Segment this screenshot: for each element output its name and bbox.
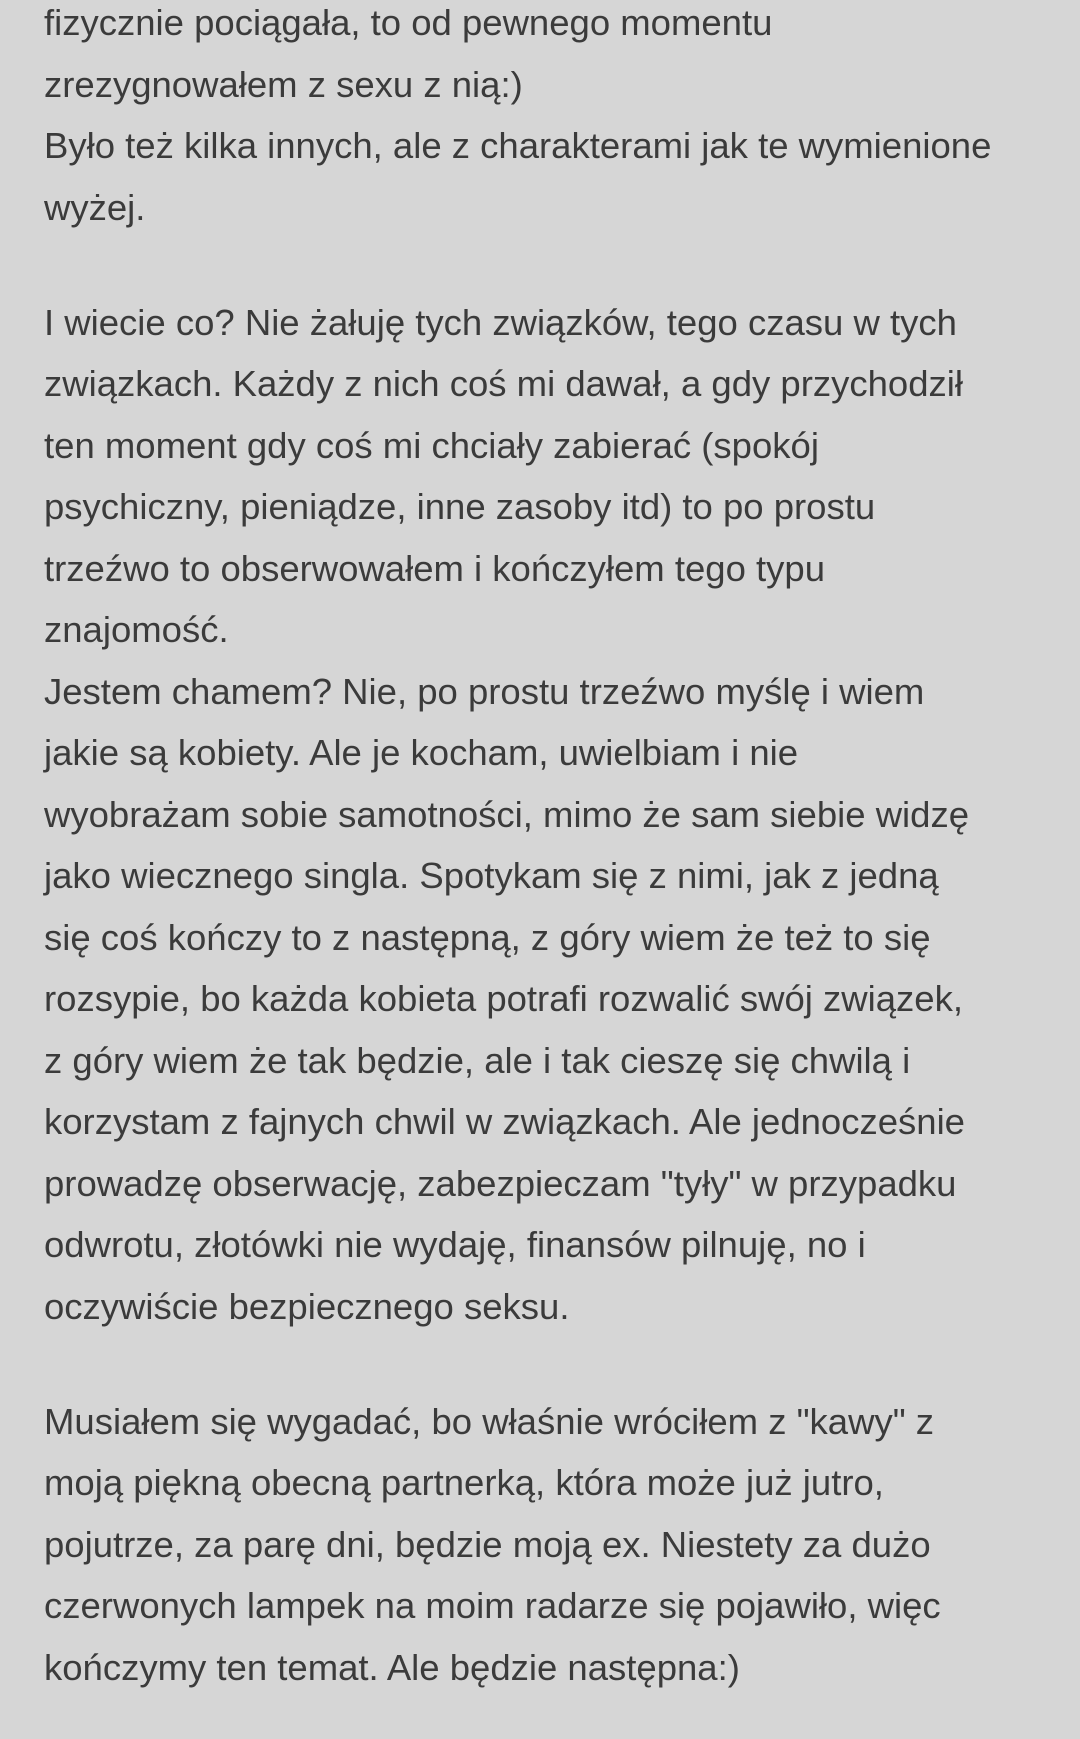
text-line: fizycznie pociągała, to od pewnego momentu: [44, 2, 773, 43]
text-line: Było też kilka innych, ale z charakterami jak te wymienione: [44, 125, 992, 166]
text-line: pojutrze, za parę dni, będzie moją ex. Niestety za dużo: [44, 1523, 931, 1565]
paragraph-3: [44, 1391, 1054, 1699]
paragraph-1: [44, 0, 1054, 238]
text-line: kończymy ten temat. Ale będzie następna:): [44, 1646, 740, 1688]
text-line: I wiecie co? Nie żałuję tych związków, tego czasu w tych: [44, 301, 957, 343]
text-line: zrezygnowałem z sexu z nią:): [44, 63, 523, 105]
text-line: jakie są kobiety. Ale je kocham, uwielbiam i nie: [44, 732, 799, 773]
text-line: wyżej.: [44, 186, 146, 228]
text-line: czerwonych lampek na moim radarze się pojawiło, więc: [44, 1585, 941, 1626]
text-line: ten moment gdy coś mi chciały zabierać (spokój: [44, 424, 819, 466]
text-line: się coś kończy to z następną, z góry wiem że też to się: [44, 916, 931, 958]
paragraph-2: [44, 292, 1054, 1338]
post-body: [44, 0, 1054, 1698]
text-line: psychiczny, pieniądze, inne zasoby itd) to po prostu: [44, 486, 876, 527]
text-line: Musiałem się wygadać, bo właśnie wróciłem z "kawy" z: [44, 1400, 935, 1442]
text-line: z góry wiem że tak będzie, ale i tak cieszę się chwilą i: [44, 1039, 911, 1081]
text-line: moją piękną obecną partnerką, która może już jutro,: [44, 1462, 884, 1503]
text-line: Jestem chamem? Nie, po prostu trzeźwo myślę i wiem: [44, 670, 925, 712]
paragraph-gap: [44, 1337, 1054, 1399]
text-line: wyobrażam sobie samotności, mimo że sam siebie widzę: [44, 793, 970, 835]
text-line: trzeźwo to obserwowałem i kończyłem tego typu: [44, 547, 826, 589]
text-line: odwrotu, złotówki nie wydaję, finansów pilnuję, no i: [44, 1224, 866, 1265]
text-line: znajomość.: [44, 609, 229, 650]
text-line: prowadzę obserwację, zabezpieczam "tyły" w przypadku: [44, 1162, 957, 1204]
text-line: rozsypie, bo każda kobieta potrafi rozwalić swój związek,: [44, 978, 963, 1019]
paragraph-gap: [44, 238, 1054, 300]
text-line: oczywiście bezpiecznego seksu.: [44, 1285, 570, 1327]
text-line: korzystam z fajnych chwil w związkach. Ale jednocześnie: [44, 1101, 965, 1142]
text-line: związkach. Każdy z nich coś mi dawał, a gdy przychodził: [44, 363, 963, 404]
text-line: jako wiecznego singla. Spotykam się z nimi, jak z jedną: [44, 855, 939, 896]
